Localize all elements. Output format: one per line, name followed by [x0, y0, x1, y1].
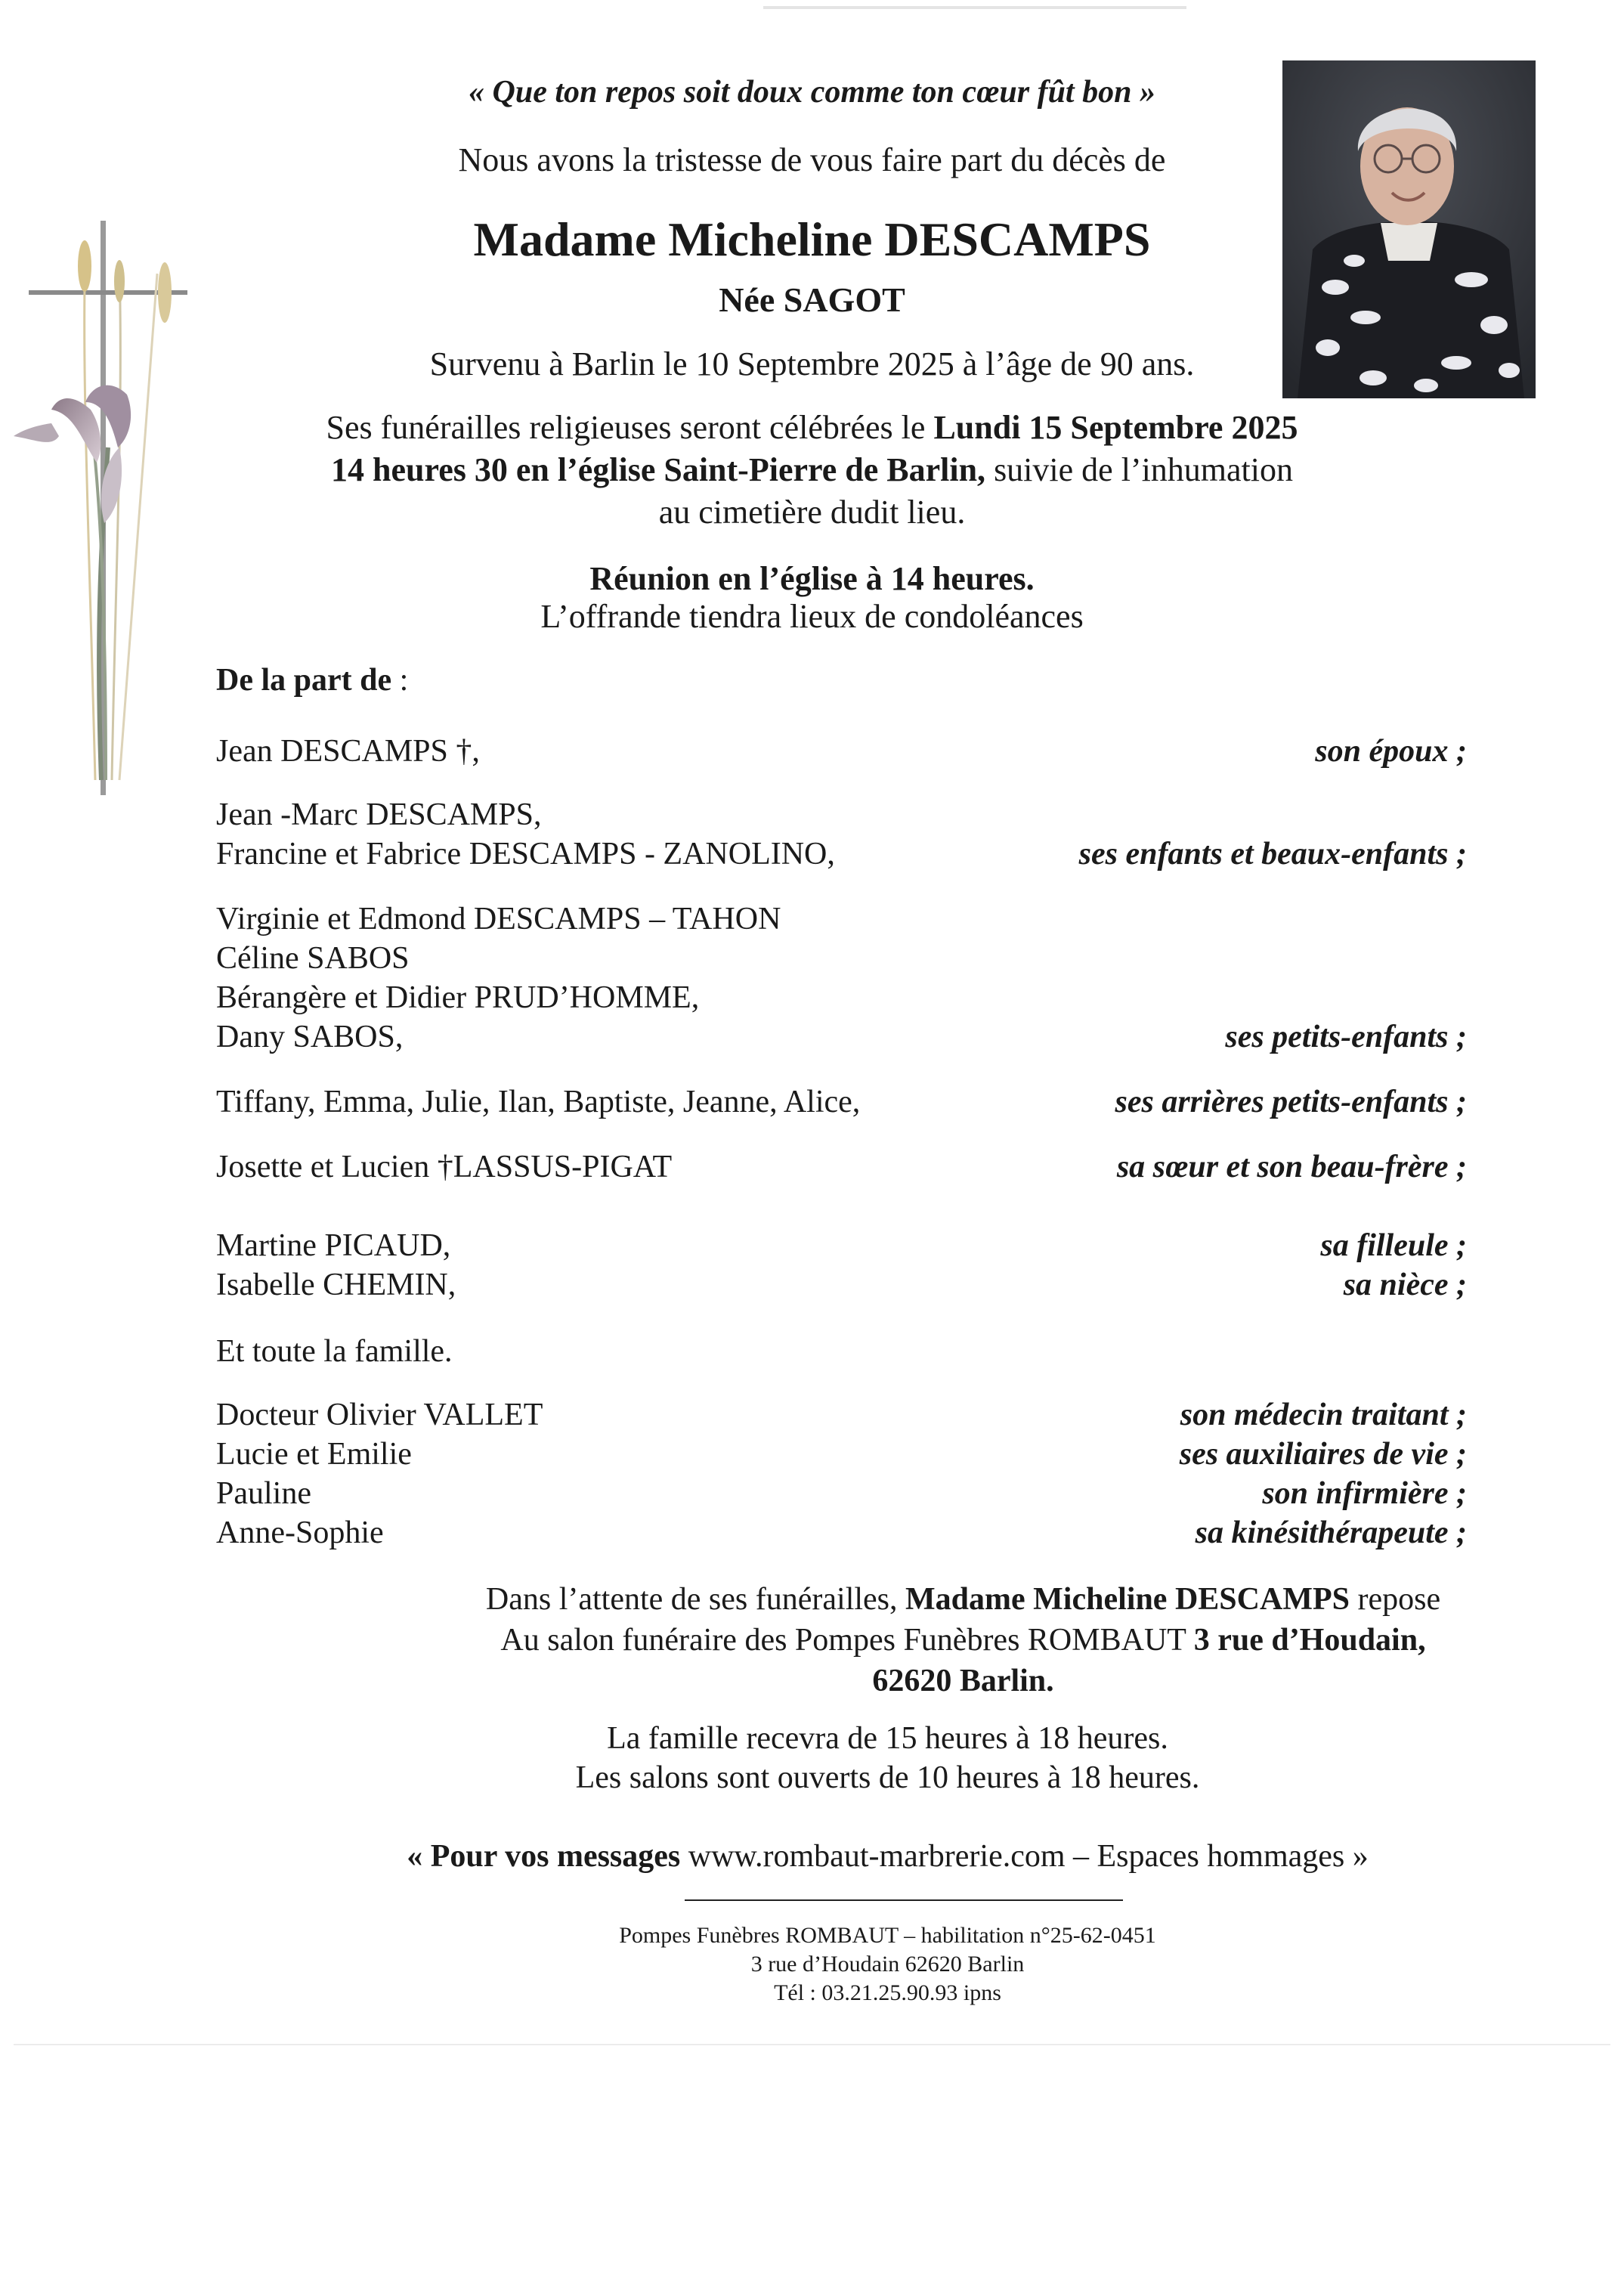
family-name: Tiffany, Emma, Julie, Ilan, Baptiste, Jeanne, Alice,	[216, 1085, 861, 1119]
family-relation: ses arrières petits-enfants ;	[1115, 1085, 1467, 1119]
bottom-edge-rule	[14, 2044, 1610, 2045]
messages-website: www.rombaut-marbrerie.com – Espaces hommages »	[680, 1839, 1369, 1874]
family-name: Isabelle CHEMIN,	[216, 1268, 456, 1302]
family-name: Josette et Lucien †LASSUS-PIGAT	[216, 1150, 673, 1184]
funeral-line-1	[0, 408, 1624, 447]
family-name: Lucie et Emilie	[216, 1437, 412, 1472]
funeral-date: Lundi 15 Septembre 2025	[933, 409, 1298, 446]
family-relation: sa kinésithérapeute ;	[1195, 1515, 1467, 1550]
family-relation: son époux ;	[1315, 734, 1467, 769]
family-name: Dany SABOS,	[216, 1020, 404, 1054]
funeral-line-2	[0, 450, 1624, 489]
quote-line: « Que ton repos soit doux comme ton cœur fût bon »	[469, 75, 1155, 110]
funeral-text: suivie de l’inhumation	[985, 451, 1293, 488]
family-name: Docteur Olivier VALLET	[216, 1398, 543, 1432]
from-label	[216, 662, 408, 698]
family-name: Et toute la famille.	[216, 1334, 453, 1369]
from-label-bold: De la part de	[216, 663, 392, 698]
hours-line-1: La famille recevra de 15 heures à 18 heures.	[607, 1721, 1168, 1756]
family-relation: sa sœur et son beau-frère ;	[1116, 1150, 1467, 1184]
footer-separator	[685, 1899, 1123, 1901]
deceased-name: Madame Micheline DESCAMPS	[473, 212, 1151, 266]
death-line: Survenu à Barlin le 10 Septembre 2025 à l’âge de 90 ans.	[429, 345, 1195, 382]
footer-line-1: Pompes Funèbres ROMBAUT – habilitation n°25-62-0451	[619, 1923, 1156, 1948]
rest-address: 3 rue d’Houdain,	[1193, 1623, 1426, 1658]
family-relation: ses petits-enfants ;	[1225, 1020, 1467, 1054]
rest-name: Madame Micheline DESCAMPS	[905, 1582, 1350, 1617]
top-edge-rule	[763, 6, 1186, 9]
messages-line	[76, 1838, 1624, 1875]
intro-line: Nous avons la tristesse de vous faire part du décès de	[458, 141, 1166, 178]
hours-line-2: Les salons sont ouverts de 10 heures à 18 heures.	[575, 1760, 1200, 1795]
family-name: Martine PICAUD,	[216, 1228, 451, 1263]
meeting-line: Réunion en l’église à 14 heures.	[589, 560, 1035, 597]
footer-line-2: 3 rue d’Houdain 62620 Barlin	[750, 1952, 1025, 1977]
family-name: Pauline	[216, 1476, 311, 1511]
funeral-place: 14 heures 30 en l’église Saint-Pierre de Barlin,	[331, 451, 986, 488]
family-relation: son infirmière ;	[1262, 1476, 1467, 1511]
funeral-line-3: au cimetière dudit lieu.	[658, 494, 966, 531]
offering-line: L’offrande tiendra lieux de condoléances	[540, 598, 1084, 635]
family-name: Anne-Sophie	[216, 1515, 384, 1550]
family-name: Virginie et Edmond DESCAMPS – TAHON	[216, 902, 781, 936]
rest-line-3: 62620 Barlin.	[872, 1664, 1054, 1698]
family-relation: ses enfants et beaux-enfants ;	[1078, 837, 1467, 871]
maiden-name: Née SAGOT	[719, 280, 905, 319]
rest-line-2	[151, 1622, 1624, 1658]
family-name: Bérangère et Didier PRUD’HOMME,	[216, 980, 700, 1015]
messages-label: « Pour vos messages	[407, 1839, 681, 1874]
family-relation: son médecin traitant ;	[1180, 1398, 1467, 1432]
funeral-text: Ses funérailles religieuses seront célébrées le	[326, 409, 934, 446]
family-relation: sa nièce ;	[1343, 1268, 1467, 1302]
rest-text: Au salon funéraire des Pompes Funèbres ROMBAUT	[500, 1623, 1194, 1658]
family-name: Jean -Marc DESCAMPS,	[216, 797, 542, 832]
footer-line-3: Tél : 03.21.25.90.93 ipns	[774, 1980, 1001, 2005]
family-name: Francine et Fabrice DESCAMPS - ZANOLINO,	[216, 837, 835, 871]
family-name: Céline SABOS	[216, 941, 410, 976]
rest-text: Dans l’attente de ses funérailles,	[485, 1582, 906, 1617]
family-relation: sa filleule ;	[1320, 1228, 1467, 1263]
from-label-colon: :	[391, 663, 409, 698]
family-name: Jean DESCAMPS †,	[216, 734, 480, 769]
rest-line-1	[151, 1581, 1624, 1618]
family-relation: ses auxiliaires de vie ;	[1179, 1437, 1467, 1472]
rest-text: repose	[1349, 1582, 1441, 1617]
